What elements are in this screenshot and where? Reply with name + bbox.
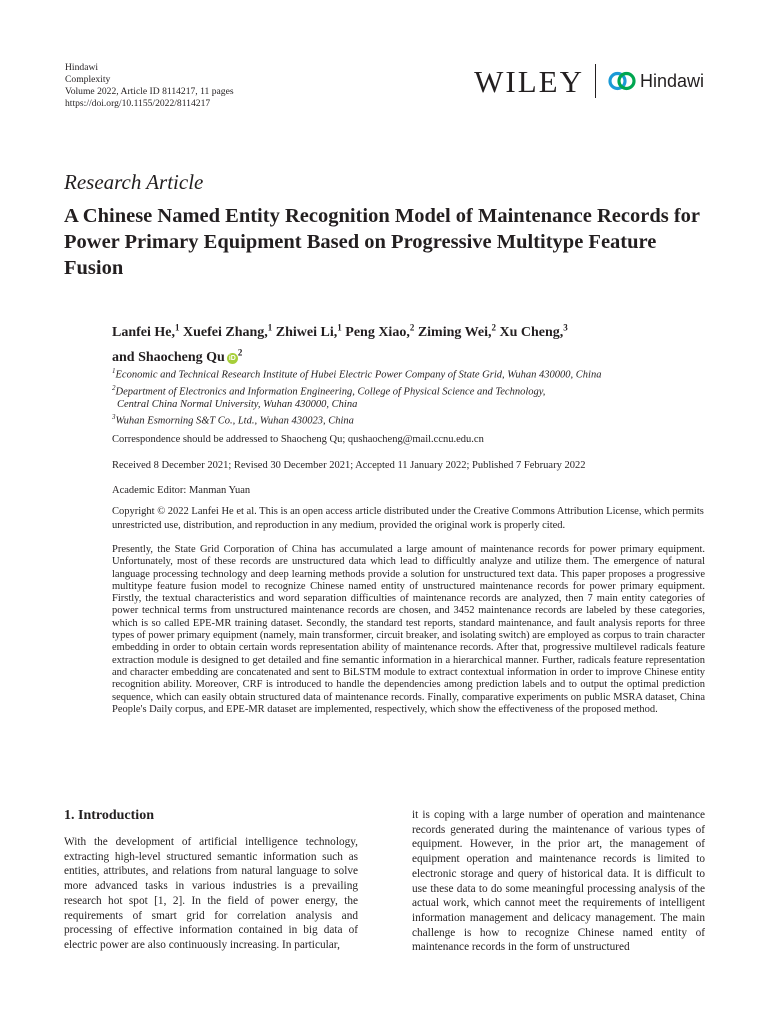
- publisher-line: Hindawi: [65, 62, 99, 73]
- abstract: Presently, the State Grid Corporation of China has accumulated a large amount of maintenance records for power primary equipment. Unfortunately, most of these records are unstructured data which lead to difficultly analyze and utilize them. The emergence of natural language processing technology and deep learning methods provide a solution for unstructured text data. This paper proposes a progressive multitype feature fusion model to recognize Chinese named entity of unstructured maintenance records for power primary equipment. Firstly, the textual characteristics and word separation difficulties of maintenance records are analyzed, then 7 main entity categories of power technical terms from unstructured maintenance records are chosen, and 3452 maintenance records are labeled by these categories, which is so called EPE-MR training dataset. Secondly, the standard test reports, standard maintenance, and fault analysis reports for three types of power primary equipment (namely, main transformer, circuit breaker, and isolating switch) are employed as corpus to train character embedding in order to obtain certain words representation ability of maintenance records. After that, progressive multilevel radicals feature extraction module is designed to get detailed and fine semantic information in a hierarchical manner. Further, radicals feature representation and character embedding are concatenated and sent to BiLSTM module to extract contextual information in order to improve Chinese entity recognition ability. Moreover, CRF is introduced to handle the dependencies among prediction labels and to output the optimal prediction sequence, which can easily obtain structured data of maintenance records. Finally, comparative experiments on public MSRA dataset, China People's Daily corpus, and EPE-MR dataset are implemented, respectively, which show the effectiveness of the proposed method.: [112, 544, 705, 715]
- wiley-logo: WILEY: [474, 63, 584, 99]
- journal-info: [65, 62, 234, 110]
- publication-dates: Received 8 December 2021; Revised 30 December 2021; Accepted 11 January 2022; Published 7 February 2022: [112, 460, 586, 471]
- hindawi-wordmark: Hindawi: [639, 70, 704, 91]
- author: Zhiwei Li,$^1$: [275, 322, 342, 340]
- hindawi-logo: [608, 71, 704, 92]
- author: Xu Cheng,$^3$: [499, 322, 568, 340]
- article-title: A Chinese Named Entity Recognition Model of Maintenance Records for Power Primary Equipment Based on Progressive Multitype Feature Fusion: [64, 205, 700, 279]
- doi-link[interactable]: https://doi.org/10.1155/2022/8114217: [65, 98, 211, 109]
- affiliation-continued: Central China Normal University, Wuhan 430000, China: [117, 399, 358, 410]
- volume-line: Volume 2022, Article ID 8114217, 11 pages: [65, 86, 234, 97]
- affiliation: $^3$Wuhan Esmorning S&T Co., Ltd., Wuhan 430023, China: [112, 413, 354, 427]
- journal-name: Complexity: [65, 74, 111, 85]
- orcid-icon[interactable]: iD: [228, 355, 236, 363]
- article-type: Research Article: [64, 170, 204, 194]
- author: Ziming Wei,$^2$: [417, 322, 496, 340]
- section-heading-introduction: 1. Introduction: [64, 808, 154, 823]
- affiliation: $^1$Economic and Technical Research Institute of Hubei Electric Power Company of State Grid, Wuhan 430000, China: [112, 367, 602, 381]
- author: Xuefei Zhang,$^1$: [183, 322, 273, 340]
- affiliation: $^2$Department of Electronics and Information Engineering, College of Physical Science and Technology,: [112, 383, 546, 397]
- author: Peng Xiao,$^2$: [345, 322, 415, 340]
- author: Lanfei He,$^1$: [112, 322, 180, 340]
- copyright-notice: Copyright © 2022 Lanfei He et al. This is an open access article distributed under the Creative Commons Attribution License, which permits unrestricted use, distribution, and reproduction in any medium, provided the original work is properly cited.: [112, 506, 704, 531]
- hindawi-rings-icon: [608, 71, 636, 91]
- logo-divider: [595, 64, 596, 98]
- correspondence: Correspondence should be addressed to Shaocheng Qu; qushaocheng@mail.ccnu.edu.cn: [112, 434, 484, 445]
- academic-editor: Academic Editor: Manman Yuan: [112, 485, 251, 496]
- affiliations: [112, 365, 712, 428]
- author: and Shaocheng Qu $iD^2$: [112, 347, 243, 366]
- intro-left-column: With the development of artificial intelligence technology, extracting high-level structured semantic information such as entities, attributes, and relations from natural language to solve more advanced tasks in various industries is a prevailing research hot spot [1, 2]. In the field of power energy, the requirements of smart grid for correlation analysis and processing of effective information contained in big data of electric power are also continuously increasing. In particular,: [64, 836, 358, 951]
- author-list: [112, 317, 712, 368]
- publisher-logos: [474, 61, 704, 101]
- intro-right-column: it is coping with a large number of operation and maintenance records generated during the maintenance of various types of equipment. However, in the prior art, the management of equipment operation and maintenance records is limited to electronic storage and query of historical data. It is difficult to use these data to do some meaningful processing analysis of the actual work, which cannot meet the requirements of intelligent information management and delicacy management. The main challenge is how to recognize Chinese named entity of maintenance records in the form of unstructured: [412, 809, 705, 954]
